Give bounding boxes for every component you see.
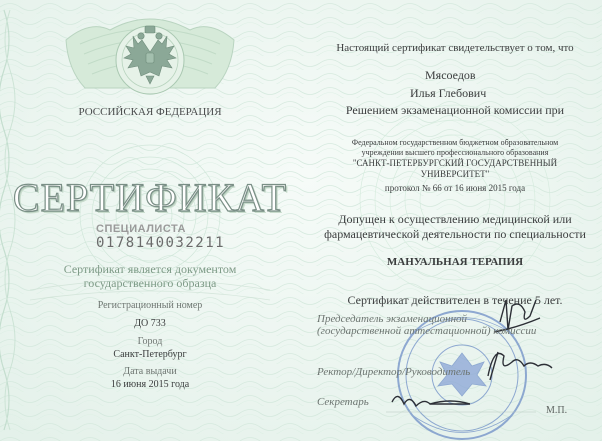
protocol-line: протокол № 66 от 16 июня 2015 года (384, 183, 526, 193)
holder-surname: Мясоедов (425, 68, 476, 82)
issue-date-label: Дата выдачи (123, 366, 177, 377)
document-note-line1: Сертификат является документом (63, 262, 237, 276)
commission-label-line2: (государственной аттестационной) комиссии (317, 325, 537, 337)
document-note-line2: государственного образца (83, 276, 217, 290)
holder-name: Илья Глебович (410, 86, 487, 100)
admitted-line2: фармацевтической деятельности по специальности (324, 227, 586, 241)
certificate-subtitle: СПЕЦИАЛИСТА (96, 223, 186, 235)
institution-line2: учреждении высшего профессионального образования (361, 148, 549, 157)
country-title: РОССИЙСКАЯ ФЕДЕРАЦИЯ (78, 106, 222, 118)
certifies-line: Настоящий сертификат свидетельствует о том, что (336, 42, 574, 54)
admitted-line1: Допущен к осуществлению медицинской или (338, 212, 572, 226)
city-value: Санкт-Петербург (113, 349, 187, 360)
secretary-label: Секретарь (317, 396, 369, 408)
issue-date-value: 16 июня 2015 года (110, 379, 190, 390)
validity-line: Сертификат действителен в течение 5 лет. (347, 293, 563, 307)
certificate-number: 0178140032211 (96, 235, 226, 251)
institution-line3: "САНКТ-ПЕТЕРБУРГСКИЙ ГОСУДАРСТВЕННЫЙ (352, 158, 558, 168)
institution-line1: Федеральном государственном бюджетном образовательном (351, 138, 559, 147)
director-label: Ректор/Директор/Руководитель (317, 366, 471, 378)
certificate-title: СЕРТИФИКАТ (12, 175, 288, 220)
registration-value: ДО 733 (134, 318, 166, 329)
institution-line4: УНИВЕРСИТЕТ" (420, 169, 490, 179)
registration-label: Регистрационный номер (97, 300, 203, 311)
commission-label-line1: Председатель экзаменационной (317, 313, 468, 325)
specialty: МАНУАЛЬНАЯ ТЕРАПИЯ (386, 256, 524, 268)
stamp-place-label: М.П. (546, 405, 568, 416)
decision-line: Решением экзаменационной комиссии при (345, 103, 565, 117)
city-label: Город (137, 336, 163, 347)
